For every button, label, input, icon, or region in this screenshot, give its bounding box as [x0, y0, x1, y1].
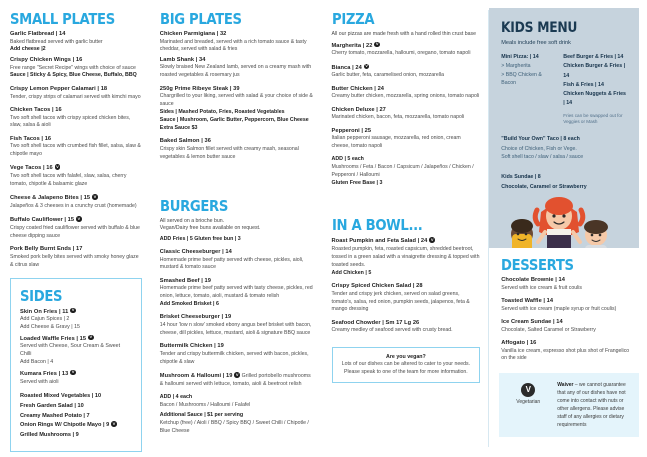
side-simple-item: Fresh Garden Salad | 10 — [20, 402, 84, 409]
item-name: Ice Cream Sundae | 14 — [501, 318, 563, 325]
section-heading-pizza: PIZZA — [331, 10, 374, 28]
burger-sauce-block — [160, 412, 314, 436]
menu-item — [332, 107, 481, 122]
item-sub: Add cheese |2 — [10, 46, 46, 53]
side-simple-item: Onion Rings W/ Chipotle Mayo | 9V — [20, 421, 132, 431]
item-name: Chocolate Brownie | 14 — [501, 277, 565, 283]
burgers-addons: ADD Fries | 5 Gluten free bun | 3 — [159, 236, 241, 242]
item-name: Chicken Parmigiana | 32 — [159, 31, 227, 37]
waiver-bold: Waiver — [557, 382, 574, 389]
kids-option: > Margherita — [501, 63, 531, 70]
item-name: Pork Belly Burnt Ends | 17 — [10, 246, 83, 253]
item-sub: Additional Sauce | $1 per serving — [159, 412, 244, 419]
section-heading-kids-menu: KIDS MENU — [501, 20, 578, 36]
item-desc: Creamy medley of seafood served with crusty bread. — [331, 327, 453, 334]
menu-item — [501, 340, 633, 363]
menu-item — [10, 216, 142, 240]
vegetarian-icon — [521, 383, 535, 397]
item-name: Buffalo Cauliflower | 15V — [10, 216, 142, 225]
item-sub: ADD | 5 each — [331, 156, 364, 163]
item-name: Crispy Chicken Wings | 16 — [10, 56, 83, 63]
vegan-text: Lots of our dishes can be altered to cater to your needs. — [341, 361, 471, 368]
item-sub: ADD | 4 each — [159, 394, 193, 401]
menu-item — [10, 107, 142, 130]
item-name: Mushroom & Halloumi | 19 V Grilled portobello mushrooms & halloumi served with lettuce, tomato, aioli & beetroot relish — [160, 372, 314, 389]
kids-menu-panel — [489, 8, 639, 248]
item-name: Buttermilk Chicken | 19 — [159, 343, 224, 350]
burgers-note-line: All served on a brioche bun. — [159, 217, 225, 224]
item-name: Butter Chicken | 24 — [331, 85, 384, 92]
menu-item — [332, 237, 481, 277]
sides-box — [10, 278, 142, 452]
item-desc: Free range "Secret Recipe" wings with choice of sauce — [10, 64, 136, 71]
item-desc: Mushrooms / Feta / Bacon / Capsicum / Jalapeños / Chicken / Pepperoni / Halloumi — [331, 164, 474, 179]
item-name: Garlic Flatbread | 14 — [10, 31, 66, 37]
waiver-body: – we cannot guarantee that any of our dishes have not come into contact with nuts or other allergens. Please advise staff of any allergies or dietary requirements — [557, 382, 626, 429]
burger-add-block — [160, 394, 314, 410]
item-desc: Two soft shell tacos with crumbed fish fillet, salsa, slaw & chipotle mayo — [10, 143, 141, 158]
vegetarian-icon — [429, 237, 435, 243]
item-desc: Marinated chicken, bacon, feta, mozzarella, tomato napoli — [331, 114, 465, 121]
vegetarian-icon — [111, 421, 117, 427]
vegetarian-icon — [70, 370, 76, 376]
item-desc: Marinated and breaded, served with a rich tomato sauce & tasty cheddar, served with salad & fries — [159, 38, 307, 53]
item-line: Add Bacon | 4 — [20, 359, 54, 366]
desserts-section — [489, 248, 647, 363]
menu-item — [10, 57, 142, 80]
item-desc: Chocolate, Salted Caramel or Strawberry — [501, 326, 596, 333]
menu-item — [332, 64, 481, 81]
item-name: Margherita | 22V — [332, 42, 481, 51]
burgers-note — [160, 218, 314, 233]
vegetarian-icon — [364, 64, 370, 70]
item-name: Skin On Fries | 11V — [20, 308, 132, 317]
item-name: Chicken Tacos | 16 — [10, 106, 62, 113]
vegetarian-icon — [76, 216, 82, 222]
kids-item-name: Chicken Nuggets & Fries | 14 — [563, 91, 626, 107]
section-heading-in-a-bowl: IN A BOWL... — [331, 216, 422, 235]
column-small-plates — [0, 0, 150, 457]
item-desc: Baked flatbread served with garlic butter — [10, 38, 103, 45]
item-desc: Smoked pork belly bites served with smoky honey glaze & citrus slaw — [10, 253, 139, 268]
item-desc: Homemade prime beef patty served with tasty cheese, pickles, red onion, lettuce, tomato, aioli, mustard & tomato relish — [159, 285, 313, 300]
vegan-title: Are you vegan? — [386, 354, 426, 361]
kids-subtitle: Meals include free soft drink — [501, 40, 571, 46]
side-simple-item: Creamy Mashed Potato | 7 — [20, 412, 90, 419]
kids-item-name: Kids Sundae | 8 — [501, 174, 541, 181]
menu-item — [332, 320, 481, 335]
kids-option: Choice of Chicken, Fish or Vege. — [501, 145, 577, 152]
waiver-text — [557, 381, 630, 429]
item-name: Brisket Cheeseburger | 19 — [159, 314, 232, 321]
item-name: Chicken Deluxe | 27 — [331, 106, 386, 113]
item-desc: Bacon / Mushrooms / Halloumi / Falafel — [159, 402, 251, 409]
menu-item — [10, 194, 142, 211]
item-desc: Jalapeños & 3 cheeses in a crunchy crust (homemade) — [10, 203, 137, 210]
vegetarian-icon — [92, 194, 98, 200]
item-name: Baked Salmon | 36 — [159, 138, 211, 145]
item-name: Loaded Waffle Fries | 15V — [20, 335, 132, 344]
kids-item-desc: Chocolate, Caramel or Strawberry — [501, 183, 587, 190]
item-name: 250g Prime Ribeye Steak | 39 — [159, 85, 240, 92]
item-desc: Tender and crispy jerk chicken, served on salad greens, tomato's, salsa, red onion, pumpkin seeds, jalapenos, feta & mango dressing — [331, 290, 470, 313]
kids-option: Soft shell taco / slaw / salsa / sauce — [501, 153, 584, 160]
menu-item — [160, 249, 314, 272]
menu-item — [160, 86, 314, 133]
item-name: Vege Tacos | 16V — [10, 164, 142, 173]
section-heading-small-plates: SMALL PLATES — [10, 10, 115, 28]
item-name: Kumara Fries | 13V — [20, 370, 132, 379]
kids-item-name: Beef Burger & Fries | 14 — [563, 54, 624, 60]
menu-item — [20, 370, 132, 387]
vegetarian-icon — [70, 308, 76, 314]
item-desc: Homemade prime beef patty served with cheese, pickles, aioli, mustard & tomato sauce — [159, 256, 304, 271]
menu-item — [160, 343, 314, 366]
menu-item — [160, 372, 314, 389]
item-desc: Roasted pumpkin, feta, roasted capsicum, shredded beetroot, tossed in a green salad with a vinaigrette dressing & topped with toasted seeds. — [331, 246, 480, 268]
item-sub: Sauce | Sticky & Spicy, Blue Cheese, Buffalo, BBQ — [10, 72, 137, 79]
item-desc: Crispy skin Salmon fillet served with creamy mash, seasonal vegetables & lemon butter sauce — [159, 145, 299, 160]
item-desc: Served with ice cream & fruit coulis — [501, 284, 582, 291]
menu-item — [332, 86, 481, 101]
column-kids-desserts — [489, 0, 647, 457]
menu-item — [332, 283, 481, 314]
item-desc: Two soft shell tacos with crispy spiced chicken bites, slaw, salsa & aioli — [10, 114, 131, 129]
menu-item — [10, 31, 142, 54]
column-pizza — [322, 0, 489, 457]
item-desc: Tender, crispy strips of calamari served with kimchi mayo — [10, 93, 141, 100]
vegetarian-icon — [234, 372, 240, 378]
item-name: Bianca | 24V — [332, 64, 481, 73]
item-sub: Extra Sauce $3 — [159, 124, 198, 131]
pizza-note: All our pizzas are made fresh with a hand rolled thin crust base — [331, 31, 476, 37]
column-big-plates — [150, 0, 322, 457]
item-name: Classic Cheeseburger | 14 — [159, 248, 232, 255]
item-desc: Vanilla ice cream, espresso shot plus shot of Frangelico on the side — [501, 347, 630, 362]
menu-item — [20, 335, 132, 368]
section-heading-desserts: DESSERTS — [501, 256, 574, 274]
item-desc: 14 hour 'low n slow' smoked ebony angus beef brisket with bacon, cheese, dill pickles, lettuce, mustard, aioli & signature BBQ sauce — [159, 322, 312, 336]
vegetarian-icon — [88, 335, 94, 341]
section-heading-sides: SIDES — [20, 286, 63, 305]
kids-grid — [501, 53, 628, 126]
menu-item — [10, 136, 142, 159]
item-name: Affogato | 16 — [501, 339, 537, 346]
item-desc: Two soft shell tacos with falafel, slaw, salsa, cherry tomato, chipotle & balsamic glaze — [10, 173, 127, 187]
item-desc: Ketchup (free) / Aioli / BBQ / Spicy BBQ / Sweet Chilli / Chipotle / Blue Cheese — [159, 420, 309, 435]
menu-item — [160, 314, 314, 337]
kids-left-column — [501, 53, 555, 126]
menu-item — [160, 138, 314, 161]
kids-note: Fries can be swapped out for Veggies or Mash — [563, 112, 623, 125]
item-desc: Garlic butter, feta, caramelised onion, mozzarella — [331, 72, 444, 79]
side-simple-item: Grilled Mushrooms | 9 — [20, 432, 79, 439]
item-sub: Add Chicken | 5 — [331, 269, 372, 276]
menu-item — [501, 277, 633, 292]
menu-item — [501, 319, 633, 334]
item-name: Pepperoni | 25 — [331, 127, 372, 134]
item-name: Toasted Waffle | 14 — [501, 297, 554, 304]
item-name: Cheese & Jalapeno Bites | 15V — [10, 194, 142, 203]
item-name: Seafood Chowder | Sm 17 Lg 26 — [331, 319, 420, 326]
menu-item — [501, 298, 633, 313]
kids-right-column — [563, 53, 628, 126]
vegetarian-icon — [55, 164, 61, 170]
item-name: Smashed Beef | 19 — [159, 277, 211, 284]
item-desc: Creamy butter chicken, mozzarella, spring onions, tomato napoli — [331, 93, 480, 100]
item-sub: Add Smoked Brisket | 6 — [159, 301, 219, 307]
item-name: Roast Pumpkin and Feta Salad | 24V — [332, 237, 481, 246]
kids-option: > BBQ Chicken & Bacon — [501, 71, 542, 86]
item-sub: Sauce | Mushroom, Garlic Butter, Peppercorn, Blue Cheese — [159, 116, 309, 123]
menu-item — [332, 128, 481, 151]
burgers-note-line: Vegan/Dairy free buns available on request. — [159, 225, 261, 232]
menu-item — [10, 86, 142, 101]
item-name: Fish Tacos | 16 — [10, 135, 52, 142]
vegetarian-label: Vegetarian — [516, 399, 541, 406]
menu-item — [160, 278, 314, 309]
waiver-box — [499, 373, 639, 437]
menu-item — [10, 164, 142, 188]
item-line: Add Cajun Spices | 2 — [20, 316, 70, 323]
section-heading-big-plates: BIG PLATES — [159, 10, 242, 28]
pizza-add-block — [332, 156, 481, 187]
vegan-callout-box — [332, 347, 481, 383]
menu-item — [160, 31, 314, 54]
vegetarian-icon — [374, 42, 380, 48]
item-name: Crispy Spiced Chicken Salad | 28 — [331, 283, 423, 290]
kids-item-name: Mini Pizza: | 14 — [501, 54, 539, 60]
item-sub: Gluten Free Base | 3 — [331, 179, 383, 186]
item-line: Add Cheese & Gravy | 15 — [20, 324, 80, 331]
item-name: Lamb Shank | 34 — [159, 56, 206, 63]
vegetarian-legend — [508, 381, 548, 405]
item-desc: Cherry tomato, mozzarella, halloumi, oregano, tomato napoli — [331, 50, 471, 57]
item-line: Served with Cheese, Sour Cream & Sweet Chilli — [20, 343, 121, 358]
side-simple-item: Roasted Mixed Vegetables | 10 — [20, 392, 102, 399]
item-desc: Tender and crispy buttermilk chicken, served with bacon, pickles, chipotle & slaw — [159, 350, 309, 365]
item-name: Crispy Lemon Pepper Calamari | 18 — [10, 85, 108, 92]
menu-item — [20, 308, 132, 333]
kids-illustration — [489, 176, 629, 248]
section-heading-burgers: BURGERS — [159, 196, 228, 215]
vegan-text: Please speak to one of the team for more information. — [344, 369, 468, 376]
menu-item — [10, 246, 142, 269]
kids-item-name: Chicken Burger & Fries | 14 — [563, 63, 626, 79]
menu-item — [332, 42, 481, 59]
item-desc: Italian pepperoni sausage, mozzarella, red onion, cream cheese, tomato napoli — [331, 135, 461, 150]
item-desc: Grilled portobello mushrooms & halloumi served with lettuce, tomato, aioli & beetroot relish — [159, 373, 311, 387]
item-line: Served with aioli — [20, 378, 59, 385]
kids-item-name: "Build Your Own" Taco | 8 each — [501, 136, 580, 143]
item-desc: Crispy coated fried cauliflower served with buffalo & blue cheese dipping sauce — [10, 225, 140, 239]
item-desc: Slowly braised New Zealand lamb, served on a creamy mash with roasted vegetables & rosemary jus — [159, 64, 312, 79]
menu-item — [160, 57, 314, 80]
item-desc: Chargrilled to your liking, served with salad & your choice of side & sauce — [159, 93, 313, 108]
kids-item-name: Fish & Fries | 14 — [563, 81, 604, 88]
kids-taco-block — [501, 135, 628, 161]
item-sub: Sides | Mashed Potato, Fries, Roasted Vegetables — [159, 108, 285, 115]
item-desc: Served with ice cream (maple syrup or fruit coulis) — [501, 305, 617, 312]
